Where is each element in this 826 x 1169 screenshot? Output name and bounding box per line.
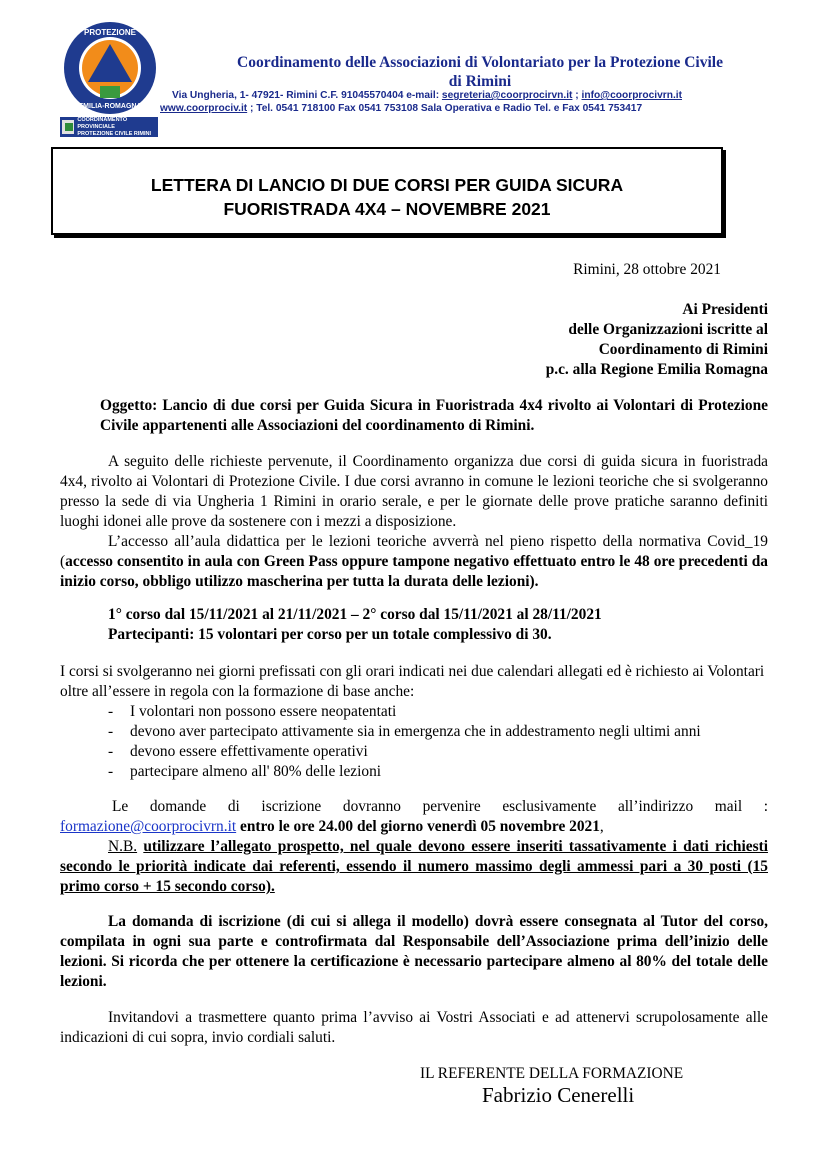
letter-date: Rimini, 28 ottobre 2021	[573, 261, 721, 278]
recipient-line: p.c. alla Regione Emilia Romagna	[545, 361, 768, 378]
paragraph-requirements: I corsi si svolgeranno nei giorni prefissati con gli orari indicati nei due calendari allegati ed è richiesto ai Volontari oltre all’essere in regola con la formazione di base anche:	[60, 663, 765, 700]
organization-address: Via Ungheria, 1- 47921- Rimini C.F. 91045570404 e-mail: segreteria@coorprocirvn.it ; info@coorprocivrn.it	[172, 90, 683, 101]
recipient-line: Ai Presidenti	[682, 301, 768, 318]
list-item: - devono essere effettivamente operativi	[104, 742, 768, 762]
organization-name: Coordinamento delle Associazioni di Volontariato per la Protezione Civile di Rimini	[237, 54, 723, 90]
website-link[interactable]: www.coorprociv.it	[160, 103, 248, 114]
paragraph-application-intro: Le domande di iscrizione dovranno pervenire esclusivamente all’indirizzo mail :	[112, 798, 768, 815]
paragraph-closing: Invitandovi a trasmettere quanto prima l’avviso ai Vostri Associati e ad attenervi scrupolosamente alle indicazioni di cui sopra, invio cordiali saluti.	[60, 1009, 768, 1046]
document-title: LETTERA DI LANCIO DI DUE CORSI PER GUIDA SICURA FUORISTRADA 4X4 – NOVEMBRE 2021	[150, 175, 624, 219]
signature-role: IL REFERENTE DELLA FORMAZIONE	[420, 1065, 684, 1082]
note-text: utilizzare l’allegato prospetto, nel quale devono essere inseriti tassativamente i dati richiesti secondo le priorità indicate dai referenti, essendo il numero massimo degli ammessi pari a 30 posti (15 primo corso + 15 secondo corso).	[60, 838, 768, 895]
signature-name: Fabrizio Cenerelli	[482, 1083, 635, 1107]
paragraph-intro: A seguito delle richieste pervenute, il Coordinamento organizza due corsi di guida sicura in fuoristrada 4x4, rivolto ai Volontari di Protezione Civile. I due corsi avranno in comune le lezioni teoriche che si svolgeranno presso la sede di via Ungheria 1 Rimini in orario serale, e per le giornate delle prove pratiche saranno definiti luoghi idonei alle prove da sostenere con i mezzi a disposizione.	[60, 453, 768, 530]
recipient-line: Coordinamento di Rimini	[598, 341, 768, 358]
course-dates: 1° corso dal 15/11/2021 al 21/11/2021 – 2° corso dal 15/11/2021 al 28/11/2021	[108, 606, 602, 623]
recipient-line: delle Organizzazioni iscritte al	[568, 321, 768, 338]
requirements-list	[104, 702, 768, 782]
note-block	[60, 837, 768, 897]
badge-line-1: COORDINAMENTO PROVINCIALE	[77, 116, 128, 130]
recipients-block	[400, 300, 768, 380]
list-item: - devono aver partecipato attivamente sia in emergenza che in addestramento negli ultimi anni	[104, 722, 768, 742]
organization-contacts: www.coorprociv.it ; Tel. 0541 718100 Fax 0541 753108 Sala Operativa e Radio Tel. e Fax 0541 753417	[160, 103, 643, 114]
list-item: - I volontari non possono essere neopatentati	[104, 702, 768, 722]
flag-icon	[62, 120, 74, 134]
email-link-info[interactable]: info@coorprocivrn.it	[581, 90, 683, 101]
coordination-badge	[60, 117, 158, 137]
paragraph-application-deadline: formazione@coorprocivrn.it entro le ore 24.00 del giorno venerdì 05 novembre 2021,	[60, 818, 604, 835]
email-link-segreteria[interactable]: segreteria@coorprocirvn.it	[441, 90, 573, 101]
svg-text:EMILIA-ROMAGNA: EMILIA-ROMAGNA	[78, 103, 142, 110]
note-label: N.B.	[108, 838, 138, 855]
paragraph-application-form: La domanda di iscrizione (di cui si allega il modello) dovrà essere consegnata al Tutor del corso, compilata in ogni sua parte e controfirmata dal Responsabile dell’Associazione prima dell’inizio delle lezioni. Si ricorda che per ottenere la certificazione è necessario partecipare almeno al 80% del totale delle lezioni.	[60, 913, 768, 990]
email-link-formazione[interactable]: formazione@coorprocivrn.it	[60, 818, 237, 835]
svg-text:PROTEZIONE: PROTEZIONE	[83, 28, 137, 37]
list-item: - partecipare almeno all' 80% delle lezioni	[104, 762, 768, 782]
letter-subject: Oggetto: Lancio di due corsi per Guida Sicura in Fuoristrada 4x4 rivolto ai Volontari di Protezione Civile appartenenti alle Associazioni del coordinamento di Rimini.	[100, 397, 768, 434]
participants-count: Partecipanti: 15 volontari per corso per un totale complessivo di 30.	[108, 626, 552, 643]
badge-line-2: PROTEZIONE CIVILE RIMINI	[77, 130, 152, 137]
paragraph-covid: L’accesso all’aula didattica per le lezioni teoriche avverrà nel pieno rispetto della normativa Covid_19 (accesso consentito in aula con Green Pass oppure tampone negativo effettuato entro le 48 ore precedenti da inizio corso, obbligo utilizzo mascherina per tutta la durata delle lezioni).	[60, 533, 768, 590]
civil-protection-logo	[62, 20, 158, 116]
